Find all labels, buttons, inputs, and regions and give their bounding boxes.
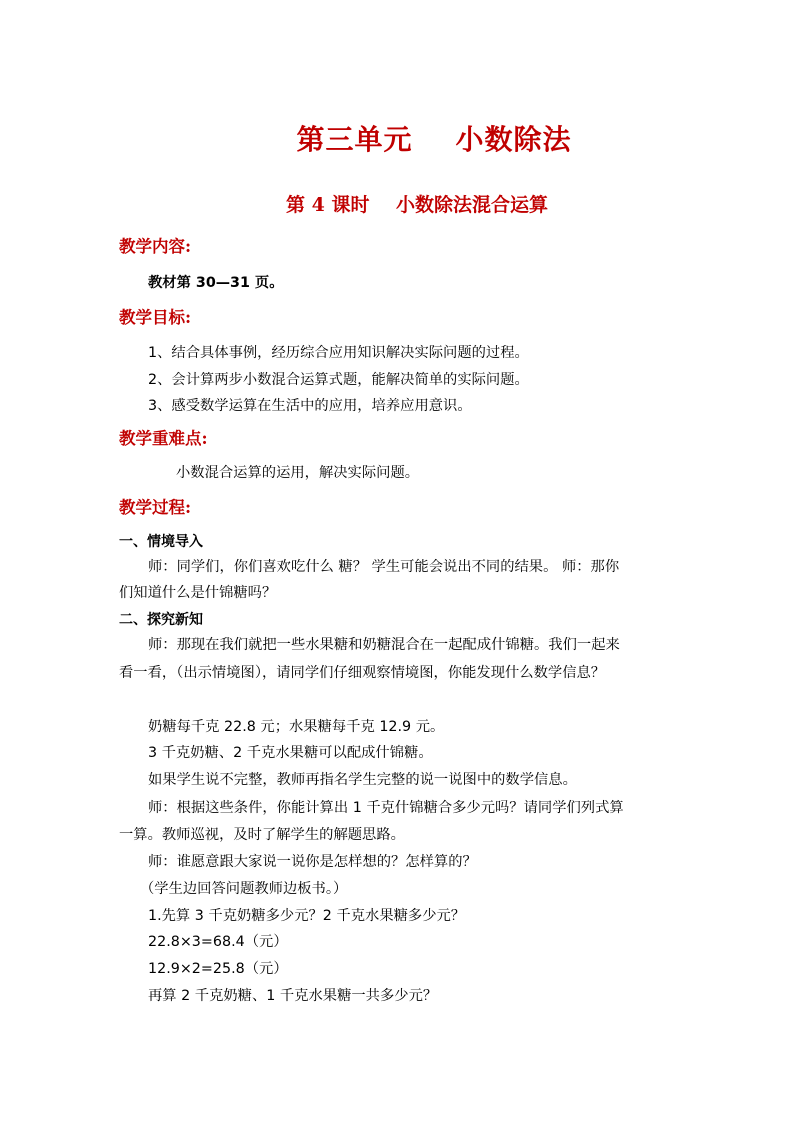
paragraph-line: 3 千克奶糖、2 千克水果糖可以配成什锦糖。 [148, 745, 433, 761]
teaching-content-heading: 教学内容: [119, 237, 192, 256]
paragraph-line: 师：同学们，你们喜欢吃什么 糖？ 学生可能会说出不同的结果。 师：那你 [148, 559, 620, 575]
part1-heading: 一、情境导入 [119, 534, 203, 550]
objective-item: 1、结合具体事例，经历综合应用知识解决实际问题的过程。 [148, 345, 529, 361]
objective-item: 3、感受数学运算在生活中的应用，培养应用意识。 [148, 398, 472, 414]
unit-title: 第三单元 小数除法 [296, 123, 572, 156]
paragraph-line: 师：谁愿意跟大家说一说你是怎样想的？怎样算的？ [148, 854, 477, 870]
paragraph-line: 1.先算 3 千克奶糖多少元？2 千克水果糖多少元？ [148, 908, 466, 924]
teaching-content-text: 教材第 30—31 页。 [148, 275, 284, 291]
key-difficulties-text: 小数混合运算的运用，解决实际问题。 [176, 465, 420, 481]
paragraph-line: 再算 2 千克奶糖、1 千克水果糖一共多少元？ [148, 988, 438, 1004]
paragraph-line: 师：根据这些条件，你能计算出 1 千克什锦糖合多少元吗？请同学们列式算 [148, 800, 624, 816]
part2-heading: 二、探究新知 [119, 612, 203, 628]
key-difficulties-heading: 教学重难点: [119, 429, 208, 448]
paragraph-line: 师：那现在我们就把一些水果糖和奶糖混合在一起配成什锦糖。我们一起来 [148, 637, 620, 653]
paragraph-line: 22.8×3=68.4（元） [148, 934, 288, 950]
teaching-objectives-heading: 教学目标: [119, 308, 192, 327]
paragraph-line: 如果学生说不完整，教师再指名学生完整的说一说图中的数学信息。 [148, 772, 577, 788]
lesson-subtitle: 第 4 课时 小数除法混合运算 [286, 194, 548, 216]
teaching-process-heading: 教学过程: [119, 498, 192, 517]
paragraph-line: 一算。教师巡视，及时了解学生的解题思路。 [119, 827, 405, 843]
paragraph-line: （学生边回答问题教师边板书。） [140, 881, 348, 897]
paragraph-line: 们知道什么是什锦糖吗？ [119, 585, 277, 601]
paragraph-line: 12.9×2=25.8（元） [148, 961, 288, 977]
objective-item: 2、会计算两步小数混合运算式题，能解决简单的实际问题。 [148, 372, 529, 388]
paragraph-line: 看一看，（出示情境图），请同学们仔细观察情境图，你能发现什么数学信息？ [119, 665, 606, 681]
paragraph-line: 奶糖每千克 22.8 元；水果糖每千克 12.9 元。 [148, 719, 445, 735]
